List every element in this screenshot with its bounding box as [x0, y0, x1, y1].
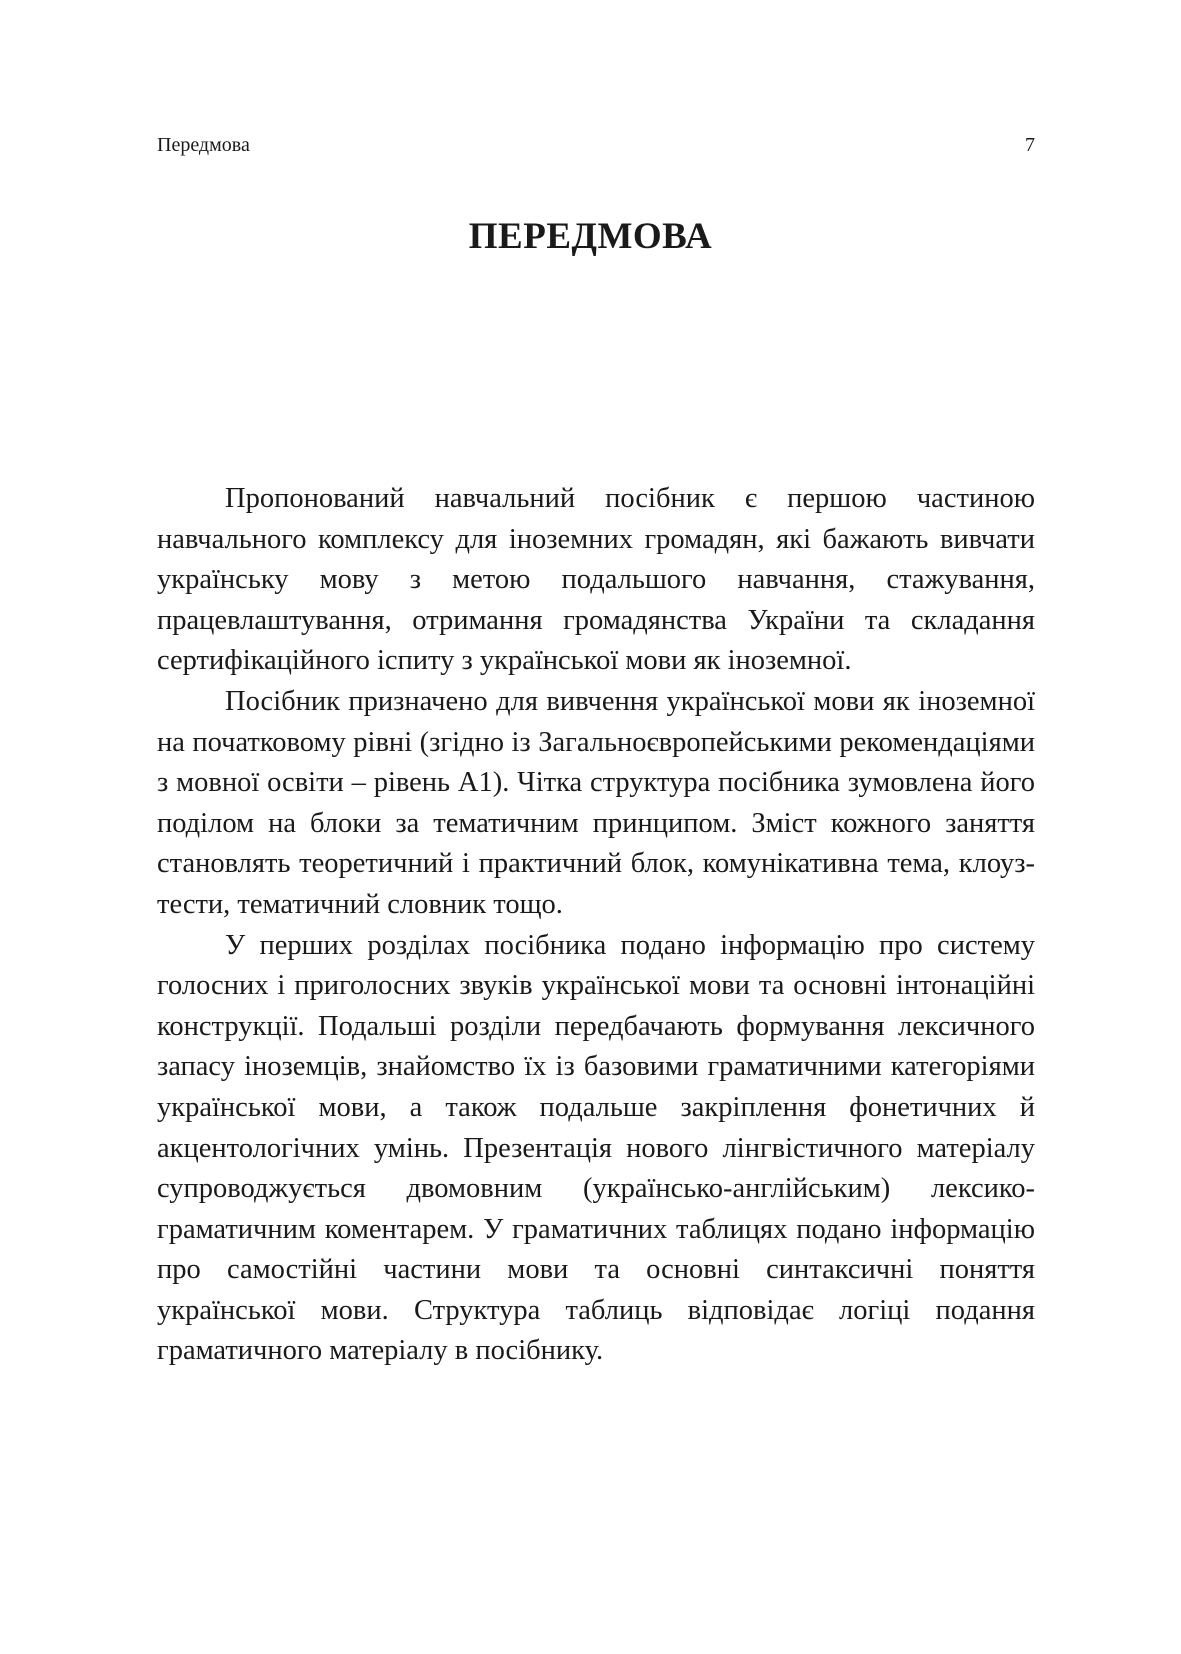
chapter-title: ПЕРЕДМОВА: [468, 216, 713, 257]
paragraph: У перших розділах посібника подано інформацію про систему голосних і приголосних звуків української мови та основні інтонаційні конструкції. Подальші розділи передбачають формування лексичного запасу іноземців, знайомство їх із базовими граматичними категоріями української мови, а також подальше закріплення фонетичних й акцентологічних умінь. Презентація нового лінгвістичного матеріалу супроводжується двомовним (українсько-англійським) лексико-граматичним коментарем. У граматичних таблицях подано інформацію про самостійні частини мови та основні синтаксичні поняття української мови. Структура таблиць відповідає логіці подання граматичного матеріалу в посібнику.: [157, 929, 1035, 1367]
running-header: [157, 133, 1035, 157]
body-text: [157, 479, 1035, 1372]
page-number: 7: [1025, 134, 1035, 156]
paragraph: Пропонований навчальний посібник є першою частиною навчального комплексу для іноземних громадян, які бажають вивчати українську мову з метою подальшого навчання, стажування, працевлаштування, отримання громадянства України та складання сертифікаційного іспиту з української мови як іноземної.: [157, 483, 1035, 677]
running-header-section: Передмова: [157, 134, 250, 156]
paragraph: Посібник призначено для вивчення української мови як іноземної на початковому рівні (згідно із Загальноєвропейськими рекомендаціями з мовної освіти – рівень А1). Чітка структура посібника зумовлена його поділом на блоки за тематичним принципом. Зміст кожного заняття становлять теоретичний і практичний блок, комунікативна тема, клоуз-тести, тематичний словник тощо.: [157, 685, 1035, 920]
